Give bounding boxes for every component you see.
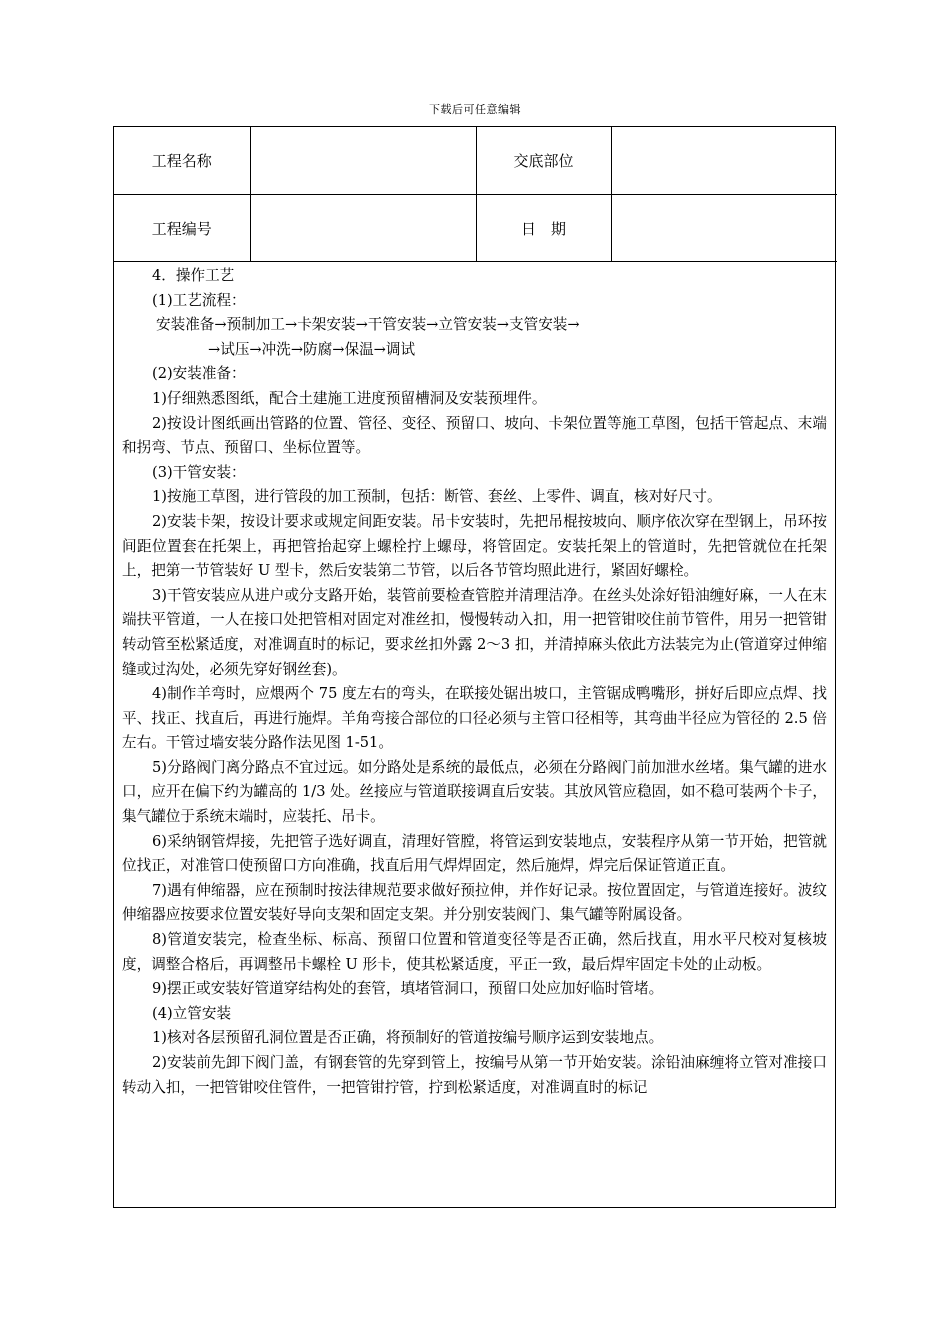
project-no-label: 工程编号 xyxy=(114,195,250,262)
paragraph: 5)分路阀门离分路点不宜过远。如分路处是系统的最低点，必须在分路阀门前加泄水丝堵。集气罐的进水口，应开在偏下约为罐高的 1/3 处。丝接应与管道联接调直后安装。其放风管应稳固，如不稳可装两个卡子，集气罐位于系统末端时，应装托、吊卡。 xyxy=(122,758,827,826)
disclosure-form xyxy=(113,126,836,1208)
project-name-value[interactable] xyxy=(250,127,476,195)
header-table xyxy=(114,127,837,262)
paragraph: 6)采纳钢管焊接，先把管子选好调直，清理好管膛，将管运到安装地点，安装程序从第一节开始，把管就位找正，对准管口使预留口方向准确，找直后用气焊焊固定，然后施焊，焊完后保证管道正直。 xyxy=(122,832,827,875)
paragraph: 8)管道安装完，检查坐标、标高、预留口位置和管道变径等是否正确，然后找直，用水平尺校对复核坡度，调整合格后，再调整吊卡螺栓 U 形卡，使其松紧适度，平正一致，最后焊牢固定卡处的止动板。 xyxy=(122,931,827,973)
riser-title: (4)立管安装 xyxy=(152,1004,232,1022)
project-name-label: 工程名称 xyxy=(114,127,250,195)
process-flow-line-1: 安装准备→预制加工→卡架安装→干管安装→立管安装→支管安装→ xyxy=(156,316,580,334)
header-row-2 xyxy=(114,195,837,262)
paragraph: 2)安装前先卸下阀门盖，有钢套管的先穿到管上，按编号从第一节开始安装。涂铅油麻缠将立管对准接口转动入扣，一把管钳咬住管件，一把管钳拧管，拧到松紧适度，对准调直时的标记 xyxy=(122,1054,827,1096)
process-flow-title: (1)工艺流程： xyxy=(152,291,246,309)
paragraph: 2)按设计图纸画出管路的位置、管径、变径、预留口、坡向、卡架位置等施工草图，包括干管起点、末端和拐弯、节点、预留口、坐标位置等。 xyxy=(122,414,827,457)
paragraph: 2)安装卡架，按设计要求或规定间距安装。吊卡安装时，先把吊棍按坡向、顺序依次穿在型钢上，吊环按间距位置套在托架上，再把管抬起穿上螺栓拧上螺母，将管固定。安装托架上的管道时，先把管就位在托架上，把第一节管装好 U 型卡，然后安装第二节管，以后各节管均照此进行，紧固好螺栓。 xyxy=(122,512,827,580)
location-value[interactable] xyxy=(611,127,837,195)
process-flow-line-2: →试压→冲洗→防腐→保温→调试 xyxy=(208,340,416,358)
preparation-title: (2)安装准备： xyxy=(152,365,246,383)
paragraph: 4)制作羊弯时，应煨两个 75 度左右的弯头，在联接处锯出坡口，主管锯成鸭嘴形，拼好后即应点焊、找平、找正、找直后，再进行施焊。羊角弯接合部位的口径必须与主管口径相等，其弯曲半径应为管径的 2.5 倍左右。干管过墙安装分路作法见图 1-51。 xyxy=(122,685,827,752)
date-value[interactable] xyxy=(611,195,837,262)
section-title: 4．操作工艺 xyxy=(152,267,235,284)
paragraph: 7)遇有伸缩器，应在预制时按法律规范要求做好预拉伸，并作好记录。按位置固定，与管道连接好。波纹伸缩器应按要求位置安装好导向支架和固定支架。并分别安装阀门、集气罐等附属设备。 xyxy=(122,881,827,924)
paragraph: 1)核对各层预留孔洞位置是否正确，将预制好的管道按编号顺序运到安装地点。 xyxy=(152,1029,664,1047)
main-pipe-title: (3)干管安装： xyxy=(152,463,246,481)
content-body xyxy=(114,262,835,1100)
paragraph: 3)干管安装应从进户或分支路开始，装管前要检查管腔并清理洁净。在丝头处涂好铅油缠好麻，一人在末端扶平管道，一人在接口处把管相对固定对准丝扣，慢慢转动入扣，用一把管钳咬住前节管件，用另一把管钳转动管至松紧适度，对准调直时的标记，要求丝扣外露 2～3 扣，并清掉麻头依此方法装完为止(管道穿过伸缩缝或过沟处，必须先穿好钢丝套)。 xyxy=(122,586,827,678)
paragraph: 1)仔细熟悉图纸，配合土建施工进度预留槽洞及安装预埋件。 xyxy=(152,389,547,407)
location-label: 交底部位 xyxy=(476,127,611,195)
paragraph: 1)按施工草图，进行管段的加工预制，包括：断管、套丝、上零件、调直，核对好尺寸。 xyxy=(152,488,722,506)
header-row-1 xyxy=(114,127,837,195)
page-note: 下载后可任意编辑 xyxy=(429,103,521,116)
project-no-value[interactable] xyxy=(250,195,476,262)
paragraph: 9)摆正或安装好管道穿结构处的套管，填堵管洞口，预留口处应加好临时管堵。 xyxy=(152,980,664,998)
date-label: 日 期 xyxy=(476,195,611,262)
